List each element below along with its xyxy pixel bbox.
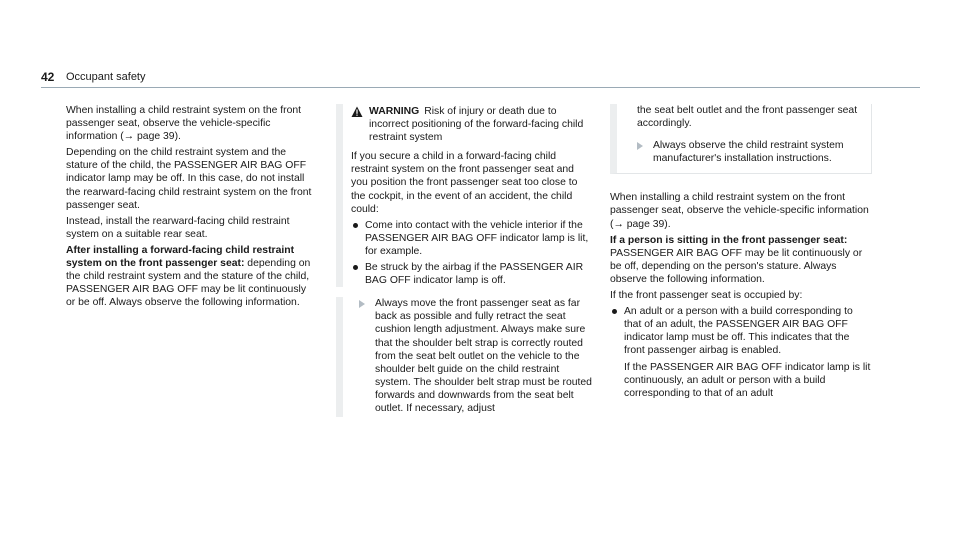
instruction-box-continued (610, 104, 872, 174)
warning-label: WARNING (369, 106, 420, 117)
page-number: 42 (41, 70, 55, 84)
warning-header (351, 105, 592, 144)
header-rule (41, 87, 920, 88)
bullet-dot-icon (353, 265, 358, 270)
warning-box (336, 104, 592, 287)
list-item (610, 305, 872, 357)
warning-title: Risk of injury or death due to (424, 106, 557, 117)
warning-triangle-icon (351, 106, 369, 118)
paragraph (610, 234, 872, 286)
column-left (66, 104, 318, 312)
paragraph: If the front passenger seat is occupied by: (610, 290, 803, 302)
list-item-continued: If the PASSENGER AIR BAG OFF indicator lamp is lit continuously, an adult or person with a build corresponding to that of an adult (624, 361, 871, 399)
step-triangle-icon (359, 300, 365, 308)
list-item-text: An adult or a person with a build corresponding to that of an adult, the PASSENGER AIR BAG OFF indicator lamp must be off. This indicates that the front passenger airbag is enabled. (624, 306, 853, 357)
occupant-bullet-list (610, 305, 872, 357)
paragraph-bold-lead: After installing a forward-facing child restraint system on the front passenger seat: (66, 244, 295, 270)
bullet-dot-icon (353, 223, 358, 228)
section-title: Occupant safety (66, 71, 146, 83)
paragraph: When installing a child restraint system on the front passenger seat, observe the vehicle-specific information (→ page 39). (610, 192, 869, 230)
list-item (351, 219, 592, 258)
instruction-step (355, 297, 592, 415)
instruction-step (633, 139, 871, 165)
paragraph (66, 244, 318, 309)
step-triangle-icon (637, 142, 643, 150)
instruction-text-continued: the seat belt outlet and the front passenger seat accordingly. (637, 105, 858, 130)
instruction-text: Always observe the child restraint system manufacturer's installation instructions. (653, 140, 844, 165)
column-right (610, 104, 872, 400)
warning-title-cont: incorrect positioning of the forward-facing child restraint system (369, 119, 584, 144)
paragraph: When installing a child restraint system on the front passenger seat, observe the vehicle-specific information (→ page 39). (66, 105, 302, 143)
paragraph-text: depending on the child restraint system and the stature of the child, PASSENGER AIR BAG OFF may be lit continuously or be off. Always observe the following information. (66, 258, 311, 309)
paragraph-bold-lead: If a person is sitting in the front passenger seat: (610, 234, 848, 246)
paragraph-text: PASSENGER AIR BAG OFF may be lit continuously or be off, depending on the person's stature. Always observe the following information. (610, 247, 863, 285)
list-item-text: Come into contact with the vehicle interior if the PASSENGER AIR BAG OFF indicator lamp is lit, for example. (365, 219, 589, 257)
column-middle (336, 104, 592, 417)
bullet-dot-icon (612, 309, 617, 314)
list-item-text: Be struck by the airbag if the PASSENGER AIR BAG OFF indicator lamp is off. (365, 262, 584, 287)
warning-bullet-list (351, 219, 592, 287)
instruction-text: Always move the front passenger seat as far back as possible and fully retract the seat cushion length adjustment. Always make sure that the shoulder belt strap is correctly routed from the seat belt outlet on the vehicle to the shoulder belt guide on the child restraint system. The shoulder belt strap must be routed forwards and downwards from the seat belt outlet. If necessary, adjust (375, 298, 592, 414)
paragraph: Instead, install the rearward-facing child restraint system on a suitable rear seat. (66, 215, 290, 240)
instruction-box (336, 297, 592, 417)
list-item (351, 261, 592, 287)
warning-intro: If you secure a child in a forward-facing child restraint system on the front passenger seat and you position the front passenger seat too close to the cockpit, in the event of an accident, the child could: (351, 151, 578, 215)
paragraph: Depending on the child restraint system and the stature of the child, the PASSENGER AIR BAG OFF indicator lamp may be off. In this case, do not install the rearward-facing child restraint system on the front passenger seat. (66, 147, 312, 211)
